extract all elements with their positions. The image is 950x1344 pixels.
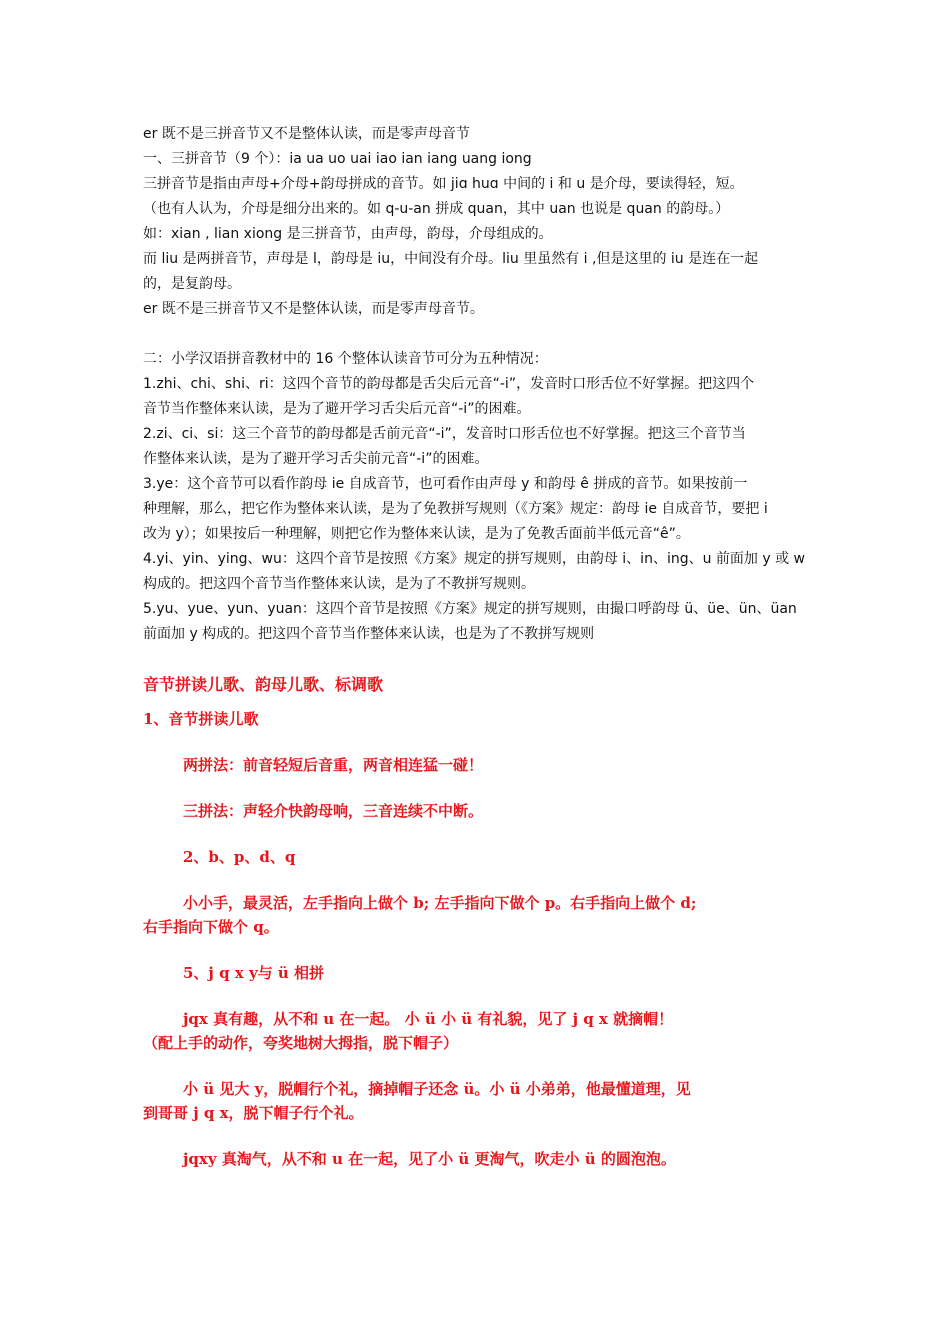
rhyme-line: jqxy 真淘气，从不和 u 在一起，见了小 ü 更淘气，吹走小 ü 的圆泡泡。 (183, 1150, 676, 1168)
text-line: 而 liu 是两拼音节，声母是 l，韵母是 iu，中间没有介母。liu 里虽然有 i ,但是这里的 iu 是连在一起 (143, 251, 759, 267)
text-line (143, 322, 809, 347)
text-line: 一、三拼音节（9 个）：ia ua uo uai iao ian iang uang iong (143, 151, 532, 167)
text-line: 种理解，那么，把它作为整体来认读，是为了免教拼写规则（《方案》规定：韵母 ie 自成音节，要把 i (143, 501, 768, 517)
text-line: 二：小学汉语拼音教材中的 16 个整体认读音节可分为五种情况： (143, 351, 548, 367)
rhyme-line: 5、j q x y与 ü 相拼 (183, 964, 325, 982)
rhyme-line: 到哥哥 j q x，脱下帽子行个礼。 (143, 1104, 364, 1122)
rhyme-block (143, 891, 809, 939)
text-line: 前面加 y 构成的。把这四个音节当作整体来认读，也是为了不教拼写规则 (143, 626, 595, 642)
text-line: 改为 y）；如果按后一种理解，则把它作为整体来认读，是为了免教舌面前半低元音“ê”。 (143, 526, 690, 542)
text-line: 4.yi、yin、ying、wu：这四个音节是按照《方案》规定的拼写规则，由韵母 i、in、ing、u 前面加 y 或 w (143, 551, 805, 567)
text-line: 5.yu、yue、yun、yuan：这四个音节是按照《方案》规定的拼写规则，由撮口呼韵母 ü、üe、ün、üan (143, 601, 797, 617)
text-line: 2.zi、ci、si：这三个音节的韵母都是舌前元音“-i”，发音时口形舌位也不好掌握。把这三个音节当 (143, 426, 746, 442)
rhyme-line: jqx 真有趣，从不和 u 在一起。 小 ü 小 ü 有礼貌，见了 j q x 就摘帽！ (183, 1010, 674, 1028)
rhyme-block (143, 799, 809, 823)
text-line: 3.ye：这个音节可以看作韵母 ie 自成音节，也可看作由声母 y 和韵母 ê 拼成的音节。如果按前一 (143, 476, 748, 492)
rhyme-line: 小 ü 见大 y，脱帽行个礼，摘掉帽子还念 ü。小 ü 小弟弟，他最懂道理，见 (183, 1080, 691, 1098)
text-line: 构成的。把这四个音节当作整体来认读，是为了不教拼写规则。 (143, 576, 535, 592)
rhyme-line: 右手指向下做个 q。 (143, 918, 279, 936)
rhyme-line: 三拼法：声轻介快韵母响，三音连续不中断。 (183, 802, 484, 820)
rhyme-block (143, 1077, 809, 1125)
text-line: er 既不是三拼音节又不是整体认读，而是零声母音节。 (143, 301, 484, 317)
rhyme-line: 小小手，最灵活，左手指向上做个 b; 左手指向下做个 p。右手指向上做个 d; (183, 894, 697, 912)
text-line: 音节当作整体来认读，是为了避开学习舌尖后元音“-i”的困难。 (143, 401, 531, 417)
rhyme-block (143, 753, 809, 777)
text-line: 三拼音节是指由声母+介母+韵母拼成的音节。如 jiɑ huɑ 中间的 i 和 u 是介母，要读得轻，短。 (143, 176, 744, 192)
rhyme-block (143, 961, 809, 985)
text-line: 作整体来认读，是为了避开学习舌尖前元音“-i”的困难。 (143, 451, 489, 467)
text-line: 1.zhi、chi、shi、ri：这四个音节的韵母都是舌尖后元音“-i”，发音时口形舌位不好掌握。把这四个 (143, 376, 755, 392)
rhyme-block (143, 845, 809, 869)
rhyme-line: （配上手的动作，夸奖地树大拇指，脱下帽子） (143, 1034, 459, 1052)
document-page (143, 122, 809, 1171)
rhyme-block (143, 1147, 809, 1171)
text-line: er 既不是三拼音节又不是整体认读，而是零声母音节 (143, 126, 470, 142)
section-subtitle: 1、音节拼读儿歌 (143, 710, 259, 728)
rhyme-line: 两拼法：前音轻短后音重，两音相连猛一碰！ (183, 756, 484, 774)
text-line: 的，是复韵母。 (143, 276, 241, 292)
text-line: 如：xian , lian xiong 是三拼音节，由声母，韵母，介母组成的。 (143, 226, 553, 242)
pinyin-notes (143, 122, 809, 647)
section-title: 音节拼读儿歌、韵母儿歌、标调歌 (143, 675, 384, 694)
text-line: （也有人认为，介母是细分出来的。如 q-u-an 拼成 quan，其中 uan 也说是 quan 的韵母。） (143, 201, 730, 217)
rhyme-blocks (143, 753, 809, 1171)
rhyme-block (143, 1007, 809, 1055)
rhyme-line: 2、b、p、d、q (183, 848, 296, 866)
